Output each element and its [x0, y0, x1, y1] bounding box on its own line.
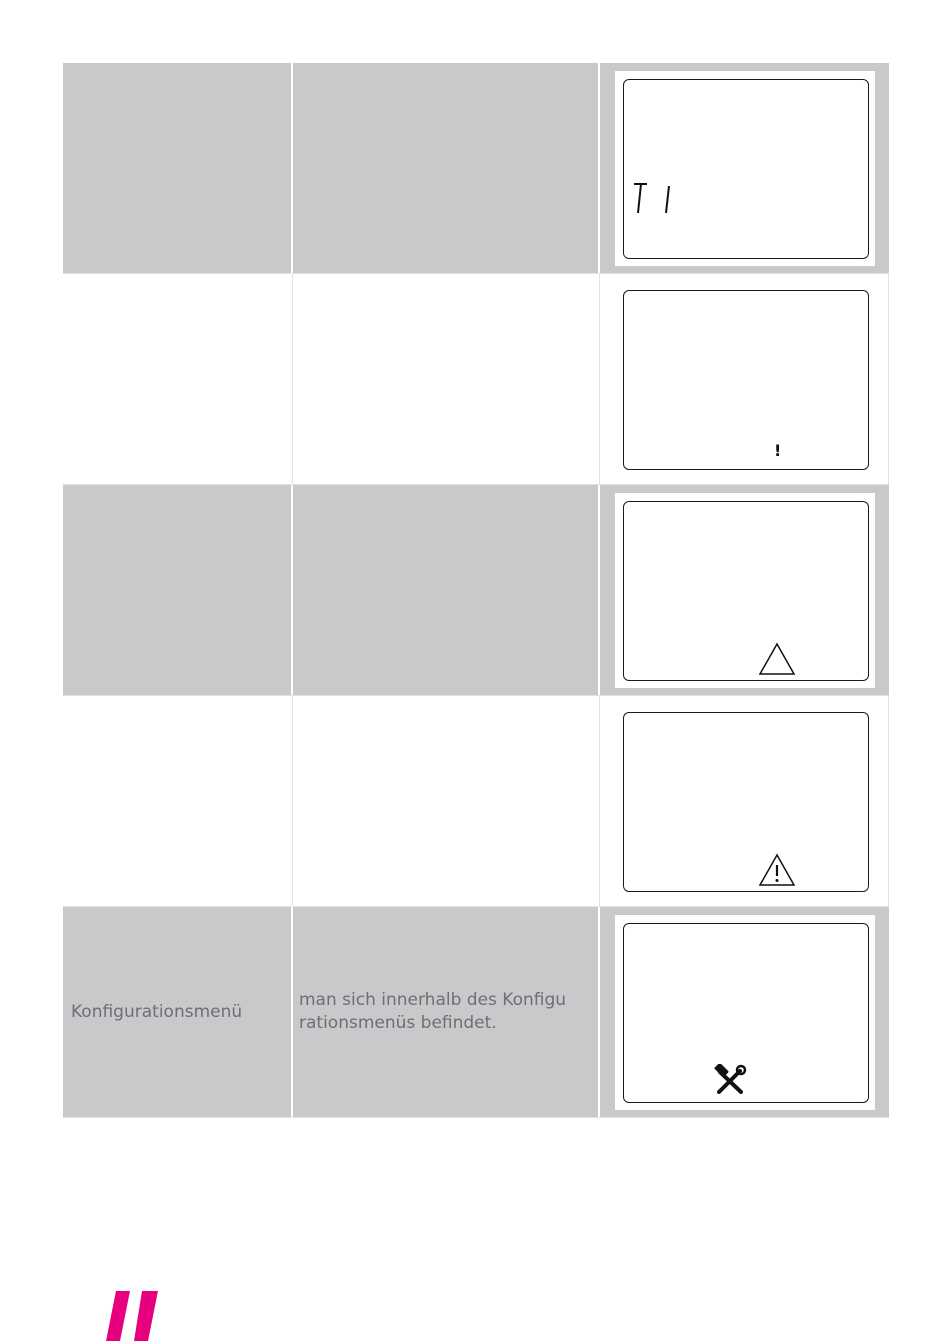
- warning-triangle-icon: [758, 853, 796, 887]
- label-cell: [63, 485, 293, 695]
- label-cell: [63, 63, 293, 273]
- row-label: Konfigurationsmenü: [71, 1001, 243, 1022]
- table-row: [63, 274, 889, 485]
- display-cell: [600, 274, 889, 484]
- table-row: [63, 63, 889, 274]
- description-cell: [293, 485, 600, 695]
- display-frame: [615, 71, 875, 266]
- display-frame: [615, 915, 875, 1110]
- exclamation-icon: !: [774, 440, 782, 460]
- description-cell: [293, 907, 600, 1117]
- symbol-table: [63, 63, 889, 1118]
- table-row: [63, 907, 889, 1118]
- lcd-display: [623, 923, 869, 1103]
- table-row: [63, 696, 889, 907]
- label-cell: [63, 696, 293, 906]
- display-cell: [600, 907, 889, 1117]
- label-cell: [63, 274, 293, 484]
- lcd-display: [623, 712, 869, 892]
- display-frame: [615, 704, 875, 899]
- lcd-display: [623, 290, 869, 470]
- display-frame: [615, 493, 875, 688]
- tools-icon: [713, 1064, 749, 1096]
- t1-segment-display: [632, 182, 682, 216]
- label-cell: [63, 907, 293, 1117]
- description-cell: [293, 63, 600, 273]
- display-frame: [615, 282, 875, 477]
- display-cell: [600, 63, 889, 273]
- triangle-outline-icon: [758, 642, 796, 676]
- row-description: man sich innerhalb des Konfigu rationsmenüs befindet.: [299, 990, 567, 1033]
- lcd-display: [623, 79, 869, 259]
- lcd-display: [623, 501, 869, 681]
- display-cell: [600, 696, 889, 906]
- display-cell: [600, 485, 889, 695]
- description-cell: [293, 274, 600, 484]
- table-row: [63, 485, 889, 696]
- description-cell: [293, 696, 600, 906]
- brand-stripes-logo: [106, 1291, 160, 1341]
